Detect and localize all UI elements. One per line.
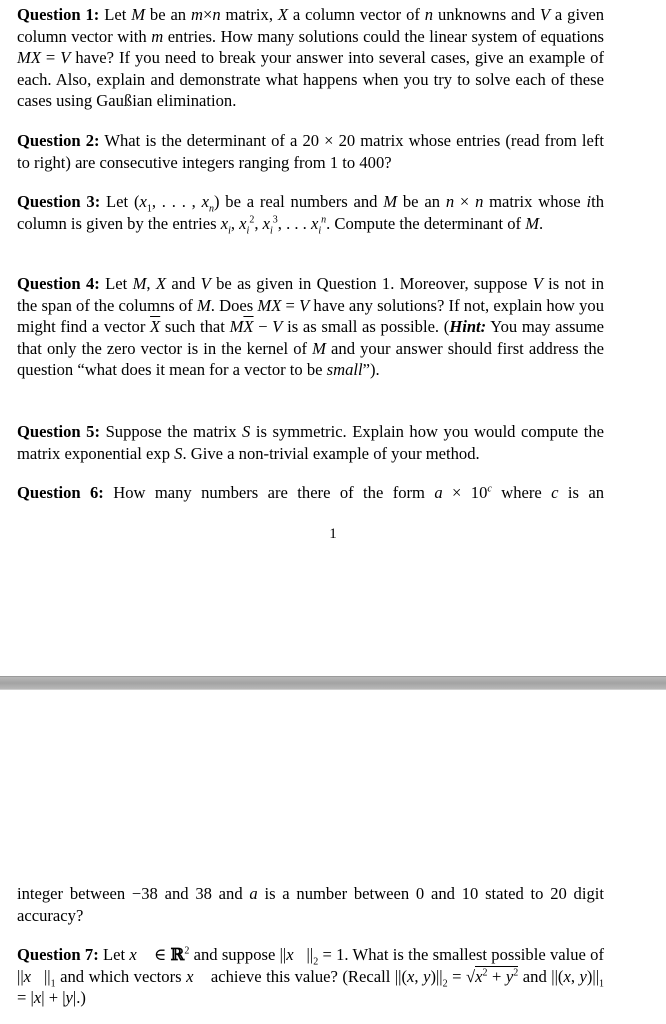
question-4-label: Question 4: bbox=[17, 274, 100, 293]
question-4: Question 4: Let M, X and V be as given in Question 1. Moreover, suppose V is not in the span of the columns of M. Does MX = V have any solutions? If not, explain how you might find a vector $\overline{X}$ such that $M\overline{X} - V$ is as small as possible. (Hint: You may assume that only the zero vector is in the kernel of M and your answer should first address the question “what does it mean for a vector to be small”). bbox=[17, 274, 605, 380]
question-2-label: Question 2: bbox=[17, 131, 100, 150]
page-number: 1 bbox=[329, 526, 337, 542]
question-3: Question 3: Let ($x_1$, . . . , $x_n$) be a real numbers and M be an n × n matrix whose ith column is given by the entries $x_i$, $x_i^2$, $x_i^3$, . . . $x_i^n$. Compute the determinant of M. bbox=[17, 192, 605, 236]
question-5: Question 5: Suppose the matrix S is symmetric. Explain how you would compute the matrix exponential exp S. Give a non-trivial example of your method. bbox=[17, 422, 604, 463]
question-5-label: Question 5: bbox=[17, 422, 100, 441]
question-6: Question 6: How many numbers are there of the form $a \times 10^c$ where c is an bbox=[17, 483, 605, 502]
page-separator bbox=[0, 676, 666, 690]
question-7-label: Question 7: bbox=[17, 945, 99, 964]
question-1: Question 1: Let M be an m×n matrix, X a column vector of n unknowns and V a given column vector with m entries. How many solutions could the linear system of equations MX = V have? If you need to break your answer into several cases, give an example of each. Also, explain and demonstrate what happens when you try to solve each of these cases using Gaußian elimination. bbox=[17, 5, 605, 111]
question-7: Question 7: Let x⃗ ∈ ℝ$^2$ and suppose $||x⃗||_2 = 1$. What is the smallest possible value of $||x⃗||_1$ and which vectors x⃗ achieve this value? (Recall ||(x, $y)||_2 = √x^2 + y^2$ and ||(x, $y)||_1 = |x| + |y|$.) bbox=[17, 944, 605, 1008]
question-6-label: Question 6: bbox=[17, 483, 104, 502]
document-page-2 bbox=[0, 690, 666, 1024]
question-1-label: Question 1: bbox=[17, 5, 100, 24]
question-2: Question 2: What is the determinant of a 20 × 20 matrix whose entries (read from left to right) are consecutive integers ranging from 1 to 400? bbox=[17, 131, 605, 172]
question-6-continued: integer between −38 and 38 and a is a number between 0 and 10 stated to 20 digit accuracy? bbox=[17, 884, 604, 925]
question-3-label: Question 3: bbox=[17, 192, 101, 211]
